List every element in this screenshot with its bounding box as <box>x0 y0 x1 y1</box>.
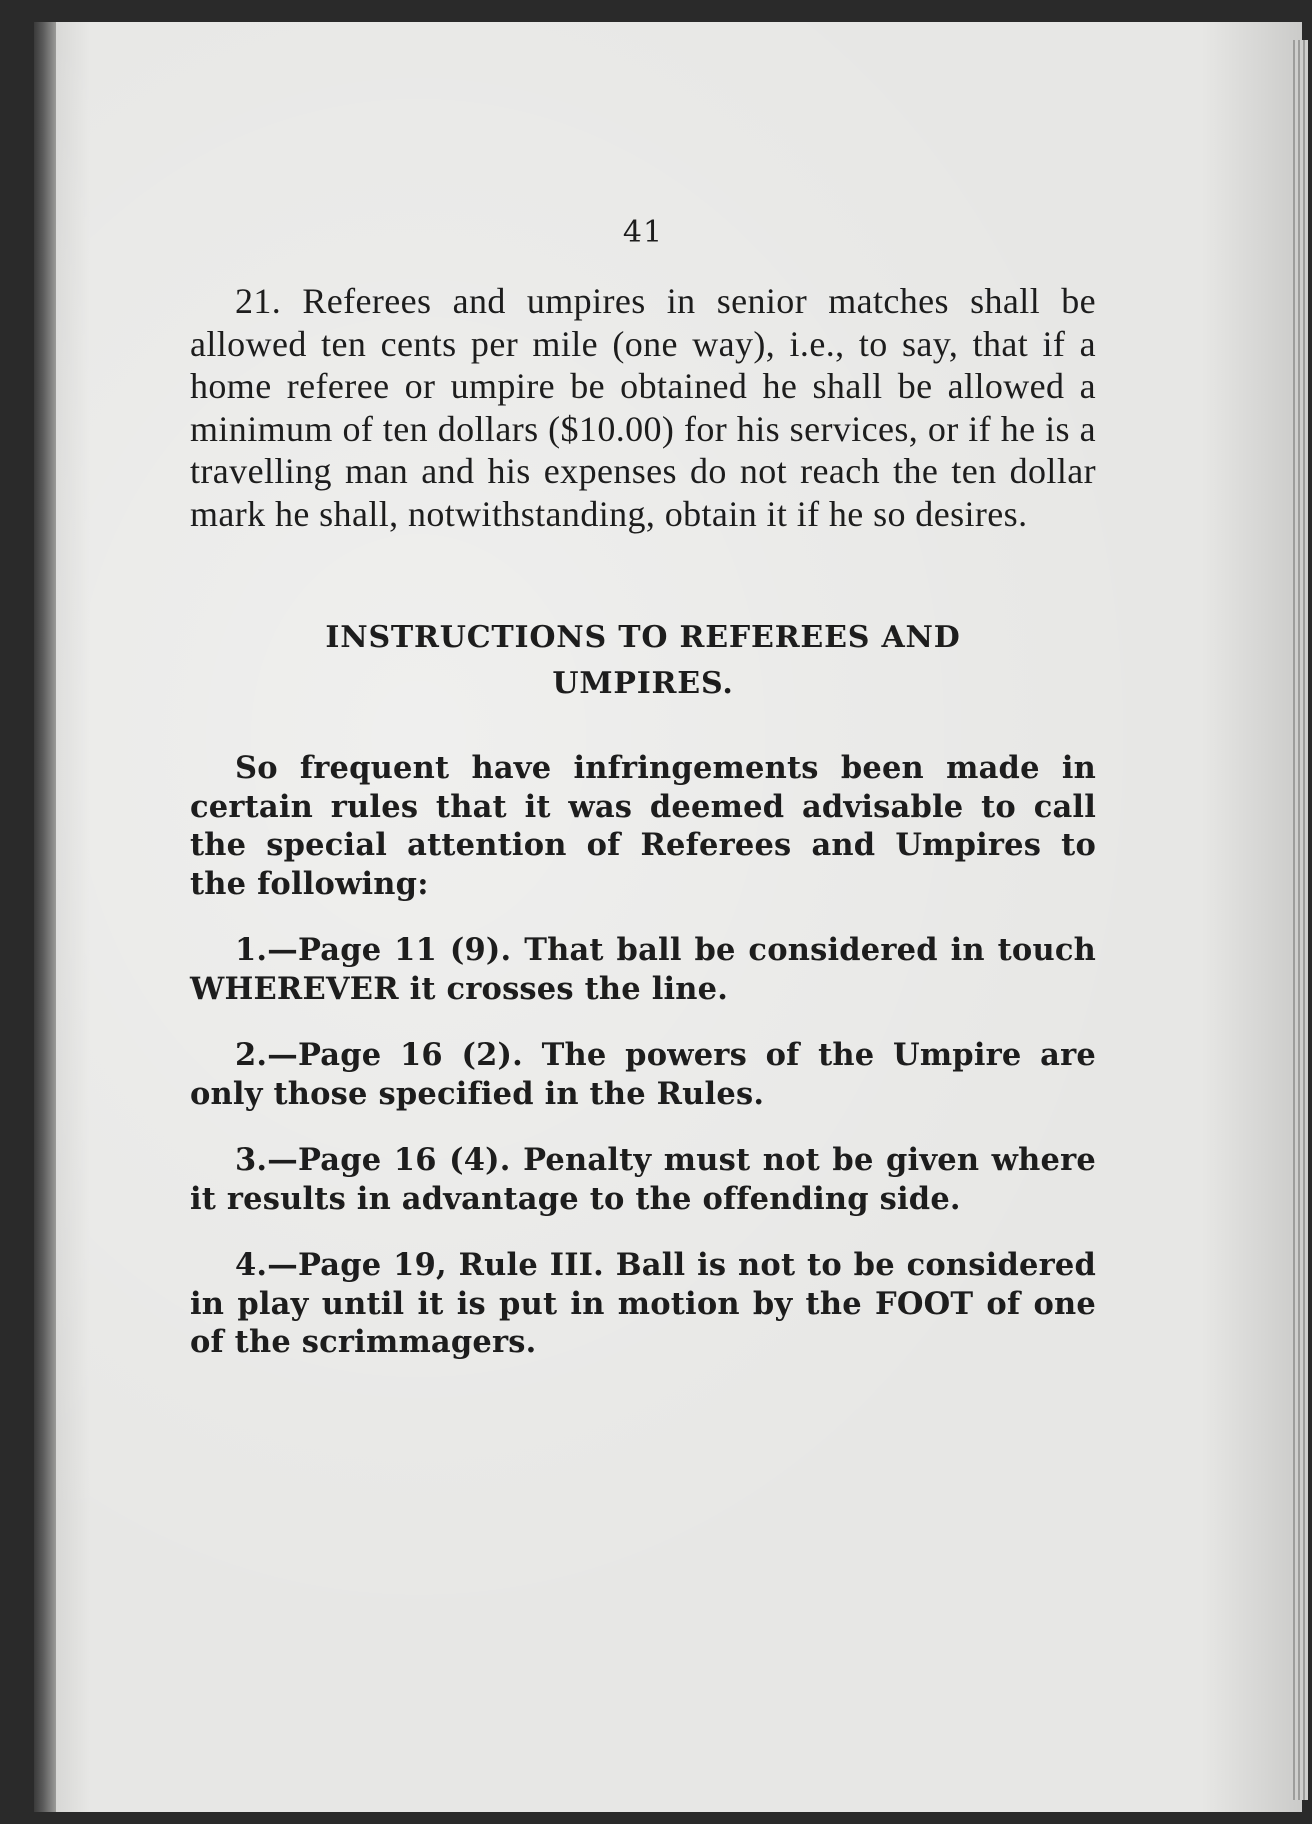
heading-line-1: INSTRUCTIONS TO REFEREES AND <box>325 620 961 655</box>
page-content <box>190 215 1096 1390</box>
instruction-item-1: 1.—Page 11 (9). That ball be considered in touch WHEREVER it crosses the line. <box>190 932 1096 1007</box>
rule-21-paragraph: 21. Referees and umpires in senior matches shall be allowed ten cents per mile (one way), i.e., to say, that if a home referee or umpire be obtained he shall be allowed a minimum of ten dollars ($10.00) for his services, or if he is a travelling man and his expenses do not reach the ten dollar mark he shall, notwithstanding, obtain it if he so desires. <box>190 281 1096 534</box>
instruction-item-3: 3.—Page 16 (4). Penalty must not be given where it results in advantage to the offending side. <box>190 1142 1096 1217</box>
heading-line-2: UMPIRES. <box>552 666 734 701</box>
page-number: 41 <box>622 215 664 250</box>
section-heading <box>190 615 1096 707</box>
book-binding <box>34 22 56 1812</box>
instruction-item-4: 4.—Page 19, Rule III. Ball is not to be considered in play until it is put in motion by the FOOT of one of the scrimmagers. <box>190 1247 1096 1360</box>
instruction-item-2: 2.—Page 16 (2). The powers of the Umpire are only those specified in the Rules. <box>190 1037 1096 1112</box>
intro-paragraph: So frequent have infringements been made in certain rules that it was deemed advisable to call the special attention of Referees and Umpires to the following: <box>190 750 1096 902</box>
page-edges <box>1290 40 1308 1800</box>
